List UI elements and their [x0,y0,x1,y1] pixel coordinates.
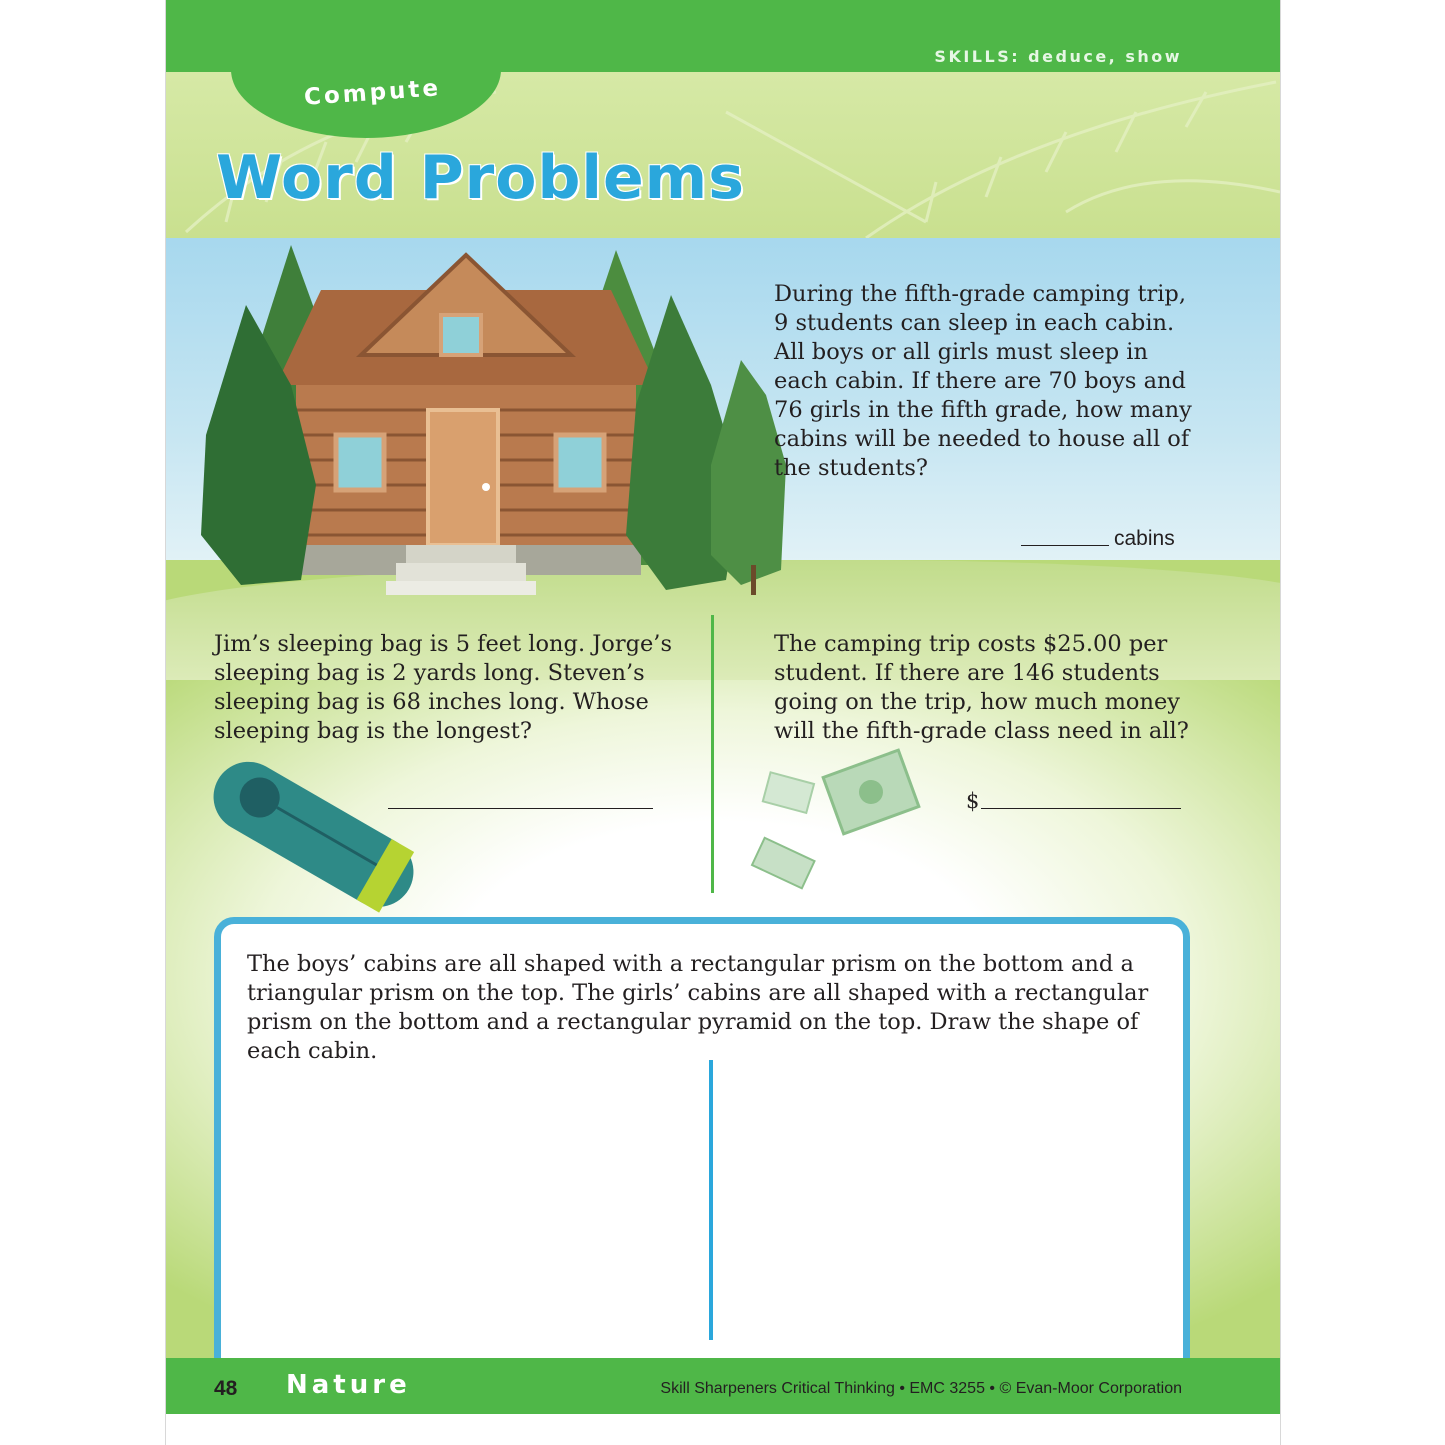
sleeping-bag-icon [206,760,436,900]
currency-symbol: $ [966,789,980,813]
page-title: Word Problems [216,143,745,213]
drawing-divider [709,1060,713,1340]
girls-cabin-drawing-area[interactable] [726,1075,1166,1345]
section-tab-label: Compute [303,75,442,111]
cabin-illustration [196,235,756,595]
section-name: Nature [286,1370,411,1400]
publisher-credit: Skill Sharpeners Critical Thinking • EMC 3255 • © Evan-Moor Corporation [660,1380,1182,1397]
drawing-problem-text: The boys’ cabins are all shaped with a rectangular prism on the bottom and a triangular prism on the top. The girls’ cabins are all shaped with a rectangular prism on the bottom and a rectangular pyramid on the top. Draw the shape of each cabin. [247,951,1149,1064]
cabins-problem-text: During the fifth-grade camping trip, 9 students can sleep in each cabin. All boys or all girls must sleep in each cabin. If there are 70 boys and 76 girls in the fifth grade, how many cabins will be needed to house all of the students? [774,281,1192,481]
boys-cabin-drawing-area[interactable] [228,1075,698,1345]
page-number: 48 [214,1377,238,1400]
sleeping-bag-problem-text: Jim’s sleeping bag is 5 feet long. Jorge’s sleeping bag is 2 yards long. Steven’s sleeping bag is 68 inches long. Whose sleeping bag is the longest? [214,631,672,744]
cabins-unit-label: cabins [1114,527,1175,550]
sleeping-bag-answer-line[interactable] [388,808,653,809]
money-answer-line[interactable] [981,808,1181,809]
money-bills-icon [746,752,926,892]
money-problem-text: The camping trip costs $25.00 per student. If there are 146 students going on the trip, how much money will the fifth-grade class need in all? [774,631,1189,744]
worksheet-page [165,0,1281,1445]
problem-divider [711,615,714,893]
cabins-answer-line[interactable] [1021,545,1109,546]
skills-label: SKILLS: deduce, show [934,47,1182,66]
